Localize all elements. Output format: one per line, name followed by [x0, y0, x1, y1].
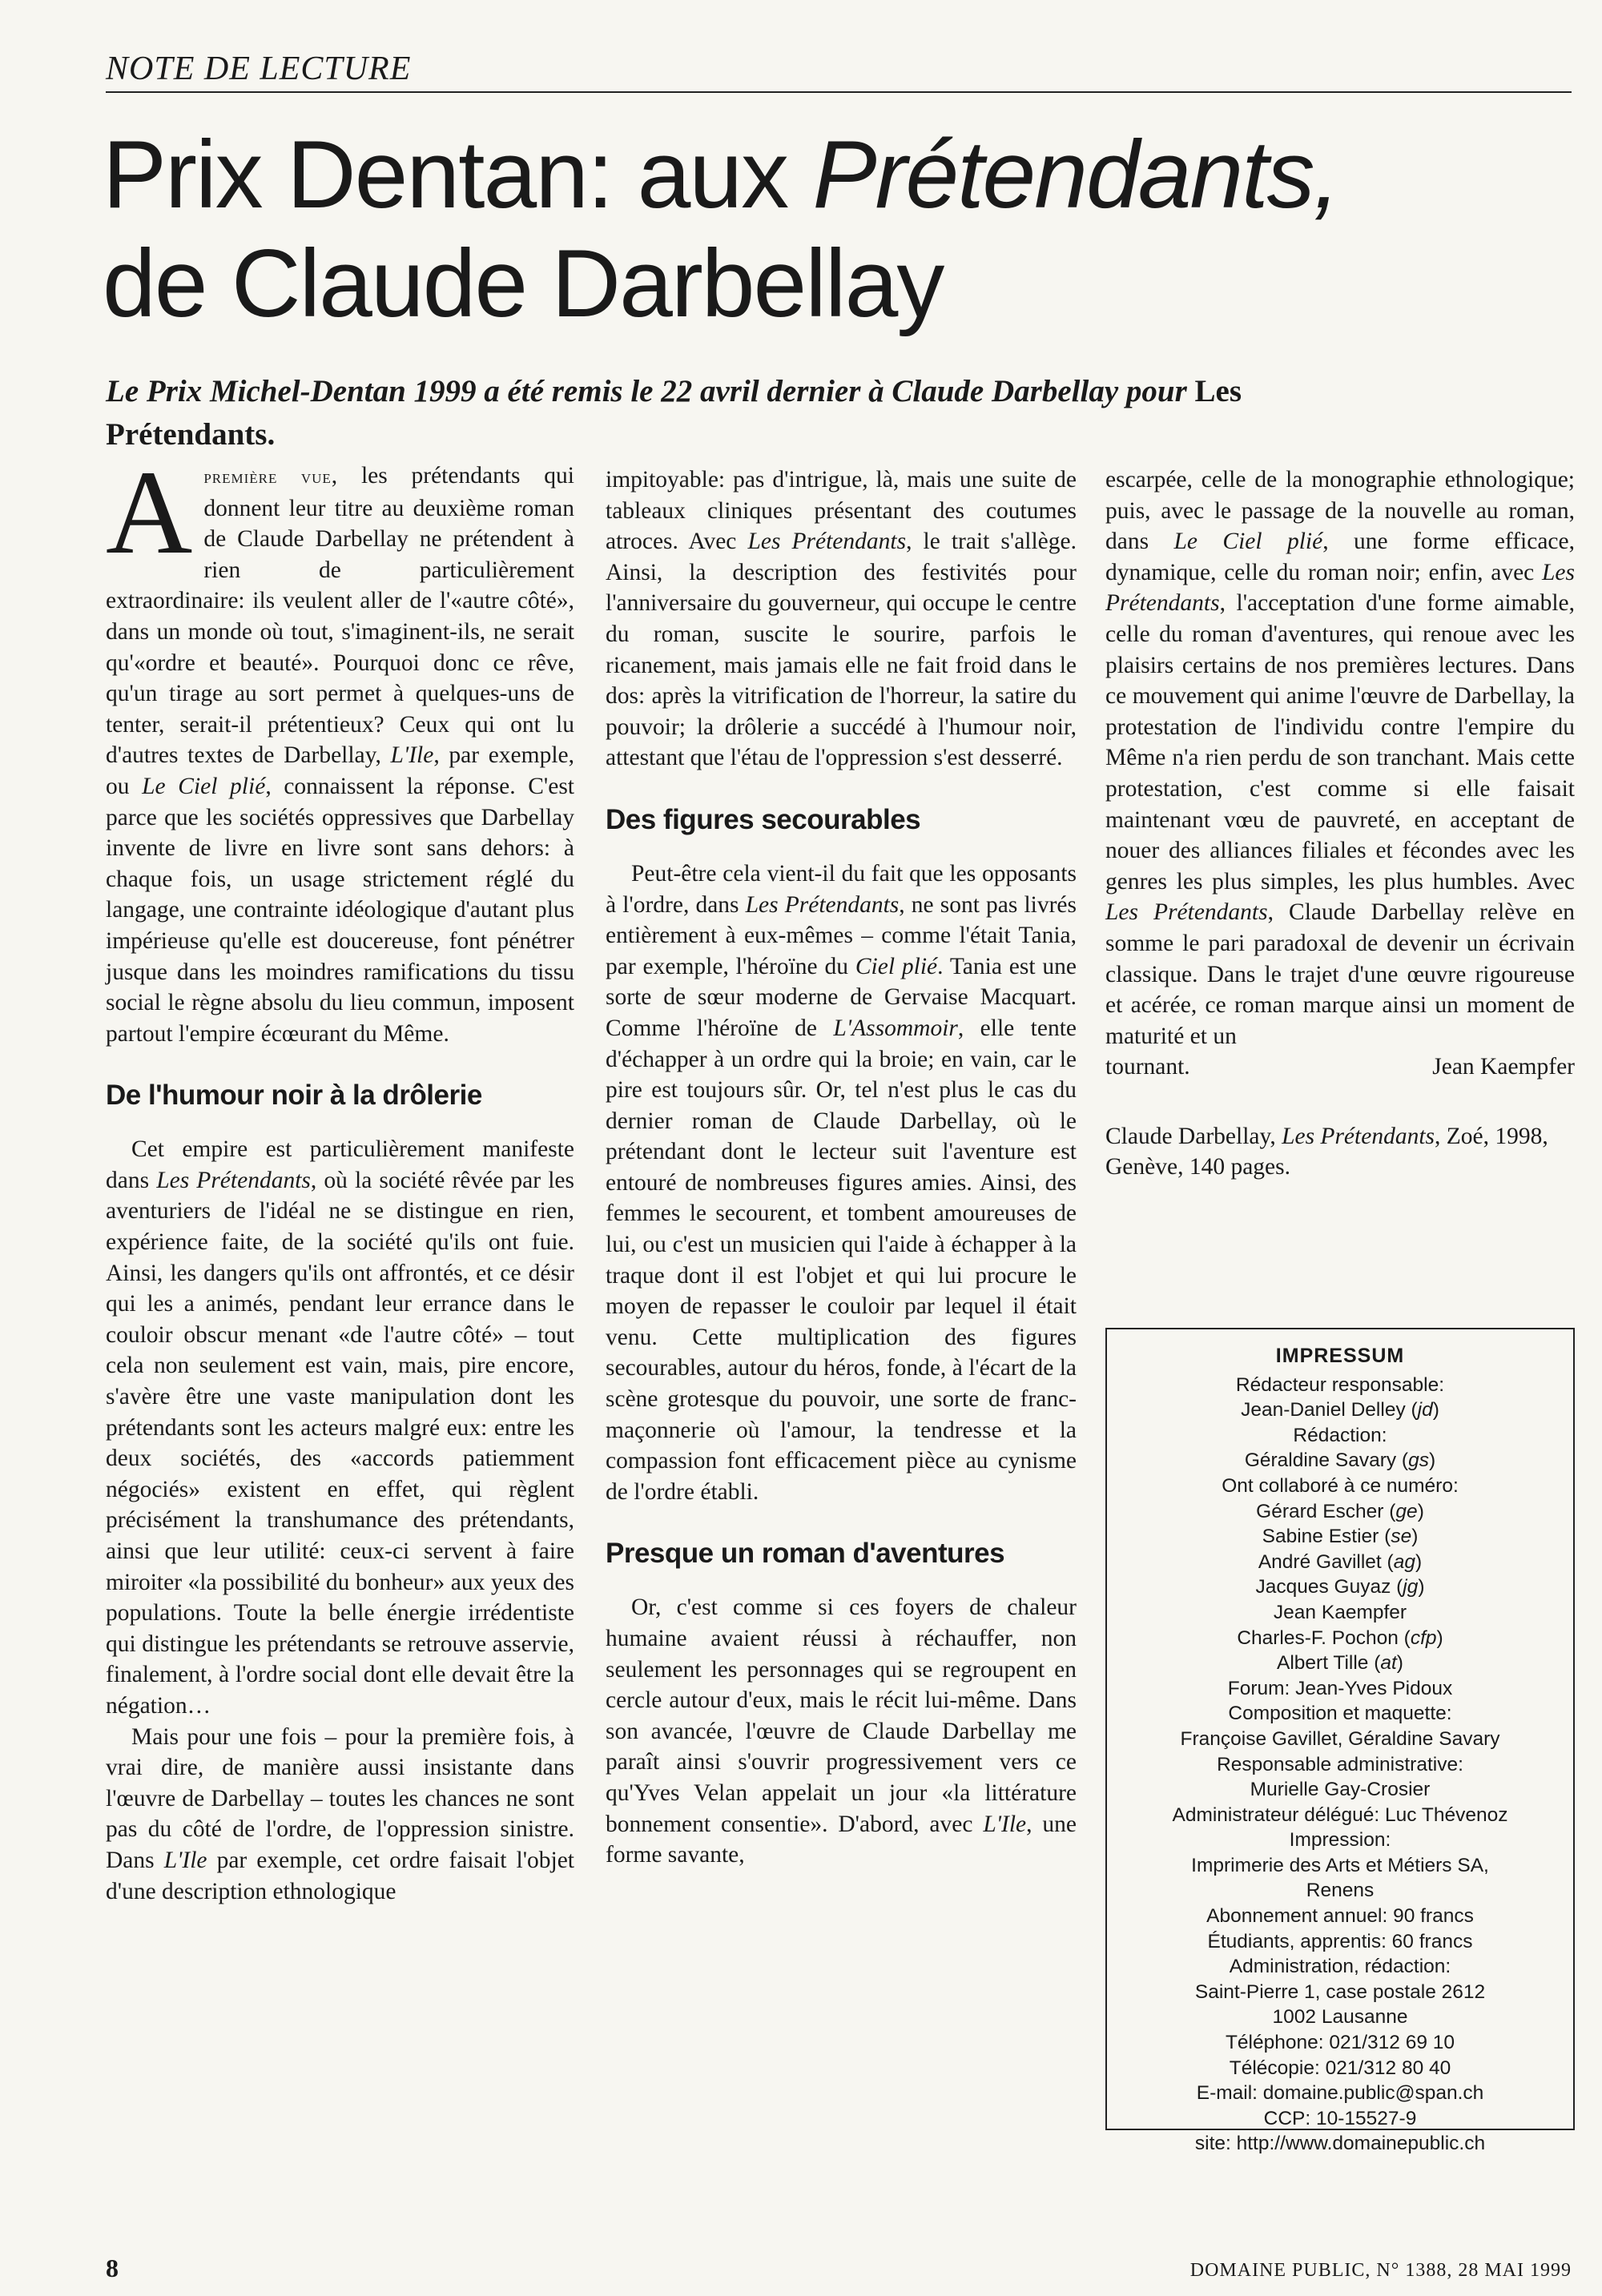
- text-run: , le trait s'allège. Ainsi, la description des festivités pour l'anniversaire du gouverneur, qui occupe le centre du roman, suscite le sourire, parfois le ricanement, mais jamais elle ne fait froid dans le dos: après la vitrification de l'horreur, la satire du pouvoir; la drôlerie a succédé à l'humour noir, attestant que l'étau de l'oppression s'est desserré.: [606, 529, 1077, 771]
- text-run: Cet empire est particulièrement manifeste dans: [106, 1136, 574, 1193]
- paragraph-5: [606, 1592, 1077, 1870]
- initials: jg: [1403, 1576, 1419, 1598]
- book-title: L'Ile: [390, 742, 434, 769]
- title-part-2: de Claude Darbellay: [103, 230, 944, 337]
- impressum-box: [1105, 1328, 1575, 2155]
- text-run: Géraldine Savary (: [1244, 1450, 1409, 1472]
- publication-footer: DOMAINE PUBLIC, N° 1388, 28 MAI 1999: [1189, 2260, 1572, 2281]
- text-run: , ne sont pas livrés entièrement à eux-mêmes – comme l'était Tania, par exemple, l'héroïne du: [606, 891, 1077, 979]
- signature-line: [1105, 1051, 1575, 1083]
- text-run: , Claude Darbellay relève en somme le pari paradoxal de devenir un écrivain classique. Dans le trajet d'une œuvre rigoureuse et acérée, ce roman marque ainsi un moment de maturité et un: [1105, 899, 1575, 1049]
- text-run: ): [1411, 1526, 1419, 1548]
- paragraph-2: [106, 1134, 574, 1721]
- impressum-line: Forum: Jean-Yves Pidoux: [1227, 1677, 1453, 1699]
- initials: jd: [1417, 1399, 1433, 1421]
- text-run: , les prétendants qui donnent leur titre au deuxième roman de Claude Darbellay ne prétendent à rien de particulièrement extraordinaire: ils veulent aller de l'«autre côté», dans un monde où tout, s'imaginent-ils, ne serait qu'«ordre et beauté». Pourquoi donc ce rêve, qu'un tirage au sort permet à quelques-uns de tenter, serait-il prétentieux? Ceux qui ont lu d'autres textes de Darbellay,: [106, 463, 574, 769]
- book-title: Les Prétendants: [745, 891, 900, 918]
- impressum-line: Téléphone: 021/312 69 10: [1225, 2032, 1455, 2054]
- impressum-website-link[interactable]: site: http://www.domainepublic.ch: [1194, 2133, 1486, 2155]
- impressum-line: Télécopie: 021/312 80 40: [1229, 2057, 1451, 2079]
- impressum-line: Ont collaboré à ce numéro:: [1222, 1474, 1459, 1497]
- book-title: Les Prétendants: [747, 529, 907, 555]
- impressum-line: [1107, 1448, 1573, 1474]
- impressum-line: Renens: [1306, 1880, 1375, 1902]
- text-run: ): [1428, 1450, 1436, 1472]
- text-run: , l'acceptation d'une forme aimable, celle du roman d'aventures, qui renoue avec les plaisirs certains de nos premières lectures. Dans ce mouvement qui anime l'œuvre de Darbellay, la protestation de l'individu contre l'empire du Même n'a rien perdu de son tranchant. Mais cette protestation, c'est comme si elle faisait maintenant vœu de pauvreté, en acceptant de nouer des alliances filiales et fécondes avec les genres les plus simples, les plus humbles. Avec: [1105, 590, 1575, 895]
- impressum-line: Administrateur délégué: Luc Thévenoz: [1172, 1803, 1508, 1826]
- paragraph-5-continued: [1105, 464, 1575, 1051]
- initials: se: [1391, 1526, 1412, 1548]
- impressum-line: [1107, 1626, 1573, 1651]
- impressum-line: Abonnement annuel: 90 francs: [1206, 1905, 1474, 1928]
- text-run: , elle tente d'échapper à un ordre qui la broie; en vain, car le pire est toujours sûr. Or, tel n'est plus le cas du dernier roman de Claude Darbellay, où le prétendant dont le lecteur suit l'aventure est entouré de nombreuses figures amies. Ainsi, des femmes le secourent, et tombent amoureuses de lui, ou c'est un musicien qui l'aide à échapper à la traque dont il est l'objet et qui lui procure le moyen de repasser le couloir par lequel il était venu. Cette multiplication des figures secourables, autour du héros, fonde, à l'écart de la scène grotesque du pouvoir, une sorte de franc-maçonnerie où l'amour, la tendresse et la compassion font efficacement pièce au cynisme de l'ordre établi.: [606, 1015, 1077, 1505]
- text-run: ): [1432, 1399, 1439, 1421]
- impressum-line: [1107, 1550, 1573, 1575]
- text-run: Albert Tille (: [1277, 1652, 1381, 1675]
- subheading-3: Presque un roman d'aventures: [606, 1538, 1005, 1570]
- initials: gs: [1408, 1450, 1429, 1472]
- impressum-line: Responsable administrative:: [1217, 1753, 1463, 1775]
- impressum-line: Rédaction:: [1293, 1424, 1387, 1446]
- text-run: Mais pour une fois – pour la première fois, à vrai dire, de manière aussi insistante dans l'œuvre de Darbellay – toutes les chances ne sont pas du côté de l'ordre, de l'oppression sinistre. Dans: [106, 1723, 574, 1873]
- paragraph-4: [606, 858, 1077, 1507]
- impressum-line: Imprimerie des Arts et Métiers SA,: [1191, 1854, 1489, 1876]
- impressum-line: [1107, 1499, 1573, 1525]
- impressum-email-link[interactable]: E-mail: domaine.public@span.ch: [1196, 2082, 1484, 2105]
- paragraph-3-continued: [606, 464, 1077, 774]
- text-run: Sabine Estier (: [1262, 1526, 1391, 1548]
- text-run: Peut-être cela vient-il du fait que les opposants à l'ordre, dans: [606, 860, 1077, 918]
- impressum-line: 1002 Lausanne: [1272, 2006, 1408, 2029]
- text-run: ): [1396, 1652, 1403, 1675]
- impressum-line: Étudiants, apprentis: 60 francs: [1207, 1930, 1473, 1952]
- book-title: Les Prétendants: [156, 1167, 311, 1193]
- subheading-1: De l'humour noir à la drôlerie: [106, 1080, 482, 1112]
- text-run: Charles-F. Pochon (: [1237, 1627, 1411, 1649]
- book-title: L'Ile: [163, 1847, 207, 1873]
- text-run: impitoyable: pas d'intrigue, là, mais une suite de tableaux cliniques présentant des coutumes atroces. Avec: [606, 467, 1077, 555]
- initials: at: [1380, 1652, 1397, 1675]
- opening-paragraph: [106, 446, 575, 1049]
- book-title: Les Prétendants: [1105, 899, 1268, 926]
- impressum-line: Murielle Gay-Crosier: [1250, 1779, 1431, 1801]
- impressum-line: [1107, 1651, 1573, 1676]
- closing-word: tournant.: [1105, 1054, 1190, 1080]
- book-title: L'Assommoir: [833, 1015, 958, 1041]
- text-run: , une forme savante,: [606, 1811, 1077, 1868]
- impressum-line: CCP: 10-15527-9: [1263, 2107, 1417, 2129]
- title-part-1: Prix Dentan: aux: [103, 121, 813, 228]
- text-run: , où la société rêvée par les aventuriers de l'idéal ne se distingue en rien, expérience faite, de la société qu'ils ont fuie. Ainsi, les dangers qu'ils ont affrontés, et ce désir qui les a animés, pendant leur errance dans le couloir obscur menant «de l'autre côté» – tout cela non seulement est vain, mais, pire encore, s'avère être une vaste manipulation dont les prétendants sont les acteurs malgré eux: entre les deux sociétés, des «accords patiemment négociés» existent en effet, qui règlent précisément la transhumance des prétendants, ainsi que leur utilité: ceux-ci servent à faire miroiter «la possibilité du bonheur» aux yeux des populations. Toute la belle énergie irrédentiste qui distingue les prétendants se retrouve asservie, finalement, à l'ordre social dont elle devait être la négation…: [106, 1167, 574, 1719]
- impressum-line: Jean Kaempfer: [1273, 1601, 1407, 1623]
- section-kicker: NOTE DE LECTURE: [106, 50, 1572, 93]
- text-run: Gérard Escher (: [1256, 1500, 1396, 1522]
- text-run: Claude Darbellay,: [1105, 1123, 1282, 1149]
- column-1: [106, 446, 575, 1907]
- impressum-line: Françoise Gavillet, Géraldine Savary: [1180, 1727, 1500, 1750]
- text-run: escarpée, celle de la monographie ethnologique; puis, avec le passage de la nouvelle au roman, dans: [1105, 467, 1575, 555]
- initials: ag: [1393, 1550, 1415, 1573]
- impressum-line: [1107, 1574, 1573, 1600]
- book-title: Le Ciel plié: [142, 773, 266, 799]
- impressum-line: Saint-Pierre 1, case postale 2612: [1194, 1980, 1486, 2003]
- book-title: Ciel plié: [855, 953, 938, 979]
- article-lead: [106, 370, 1243, 456]
- drop-cap: A: [106, 446, 193, 579]
- text-run: ): [1418, 1576, 1425, 1598]
- text-run: , Zoé, 1998, Genève, 140 pages.: [1105, 1123, 1548, 1180]
- book-title: Les Prétendants: [1282, 1123, 1435, 1149]
- lead-book-title: Les Prétendants.: [106, 374, 1242, 452]
- opening-smallcaps: première vue: [203, 467, 332, 488]
- lead-text: Le Prix Michel-Dentan 1999 a été remis le 22 avril dernier à Claude Darbellay pour: [106, 374, 1195, 408]
- author-name: Jean Kaempfer: [1432, 1054, 1575, 1080]
- column-3: [1105, 464, 1575, 1183]
- book-title: Les Prétendants: [1105, 559, 1575, 617]
- text-run: Jacques Guyaz (: [1255, 1576, 1403, 1598]
- book-reference: [1105, 1121, 1575, 1183]
- impressum-line: Impression:: [1289, 1829, 1391, 1852]
- text-run: Or, c'est comme si ces foyers de chaleur humaine avaient réussi à réchauffer, non seulement les personnages qui se regroupent en cercle autour d'eux, mais le récit lui-même. Dans son avancée, l'œuvre de Claude Darbellay me paraît ainsi s'ouvrir progressivement vers ce qu'Yves Velan appelait un jour «la littérature bonnement consentie». D'abord, avec: [606, 1594, 1077, 1837]
- text-run: ): [1417, 1500, 1424, 1522]
- initials: cfp: [1410, 1627, 1437, 1649]
- text-run: . Tania est une sorte de sœur moderne de Gervaise Macquart. Comme l'héroïne de: [606, 953, 1077, 1041]
- impressum-line: Composition et maquette:: [1228, 1703, 1452, 1725]
- text-run: , une forme efficace, dynamique, celle du roman noir; enfin, avec: [1105, 529, 1575, 585]
- page-number: 8: [106, 2254, 119, 2282]
- column-2: [606, 464, 1077, 1871]
- text-run: André Gavillet (: [1258, 1550, 1394, 1573]
- impressum-line: Rédacteur responsable:: [1235, 1373, 1445, 1396]
- book-title: L'Ile: [983, 1811, 1027, 1837]
- impressum-line: Administration, rédaction:: [1229, 1956, 1451, 1978]
- impressum-line: [1107, 1524, 1573, 1550]
- text-run: , connaissent la réponse. C'est parce que les sociétés oppressives que Darbellay invente de livre en livre sont sans dehors: à chaque fois, un usage strictement réglé du langage, une contrainte idéologique d'autant plus impérieuse qu'elle est doucereuse, font pénétrer jusque dans les moindres ramifications du tissu social le règne absolu du lieu commun, imposent partout l'empire écœurant du Même.: [106, 773, 575, 1047]
- impressum-heading: IMPRESSUM: [1275, 1345, 1405, 1367]
- text-run: par exemple, cet ordre faisait l'objet d'une description ethnologique: [106, 1847, 574, 1904]
- text-run: Jean-Daniel Delley (: [1241, 1399, 1418, 1421]
- text-run: ): [1436, 1627, 1443, 1649]
- impressum-line: [1107, 1397, 1573, 1423]
- title-italic: Prétendants,: [812, 121, 1338, 228]
- paragraph-3: [106, 1722, 574, 1908]
- text-run: , par exemple, ou: [106, 742, 574, 799]
- article-title: [103, 120, 1560, 338]
- initials: ge: [1395, 1500, 1418, 1522]
- book-title: Le Ciel plié: [1173, 529, 1323, 555]
- text-run: ): [1415, 1550, 1423, 1573]
- subheading-2: Des figures secourables: [606, 803, 921, 835]
